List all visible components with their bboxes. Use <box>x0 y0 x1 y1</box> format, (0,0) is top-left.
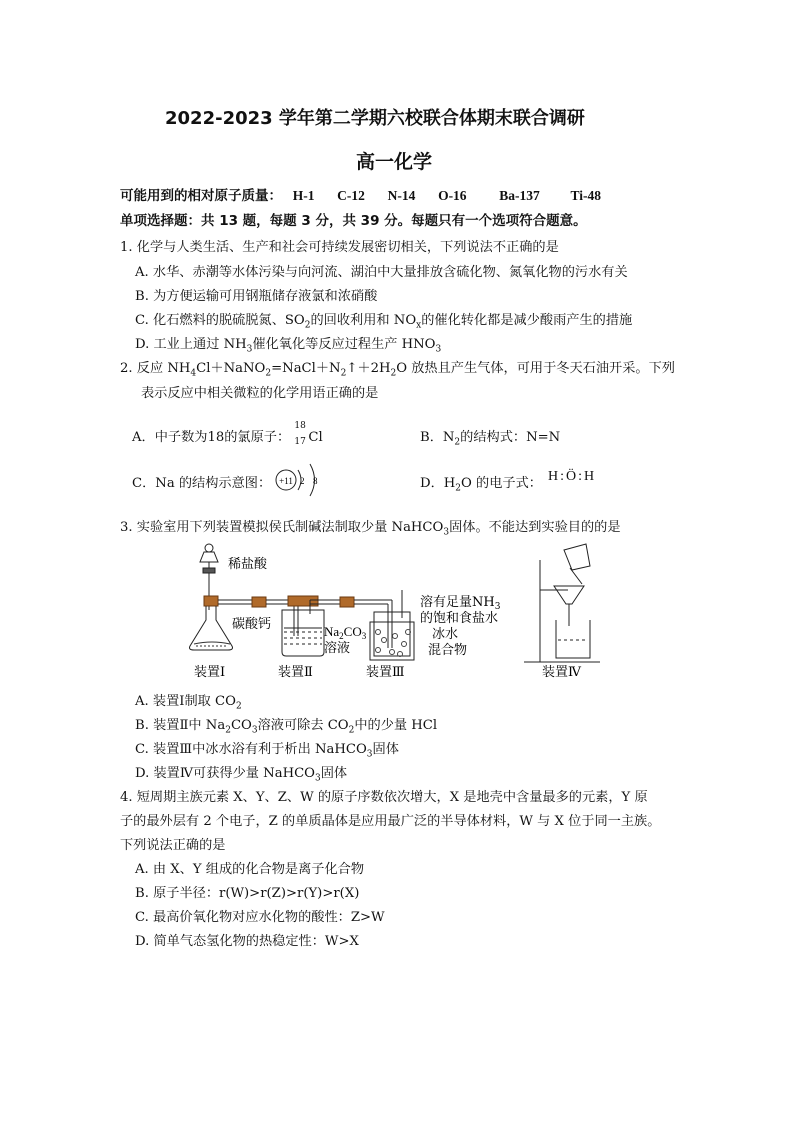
q4-option-b: B. 原子半径：r(W)>r(Z)>r(Y)>r(X) <box>135 886 360 901</box>
apparatus-diagram <box>180 540 620 690</box>
atomic-masses-label: 可能用到的相对原子质量： <box>120 188 282 204</box>
svg-text:2: 2 <box>300 476 305 486</box>
label-na2co3: $Na_2CO_3$ <box>324 624 367 641</box>
q1-option-d: D. 工业上通过 $NH_3$催化氧化等反应过程生产 $HNO_3$ <box>135 337 442 355</box>
section-heading: 单项选择题：共 13 题，每题 3 分，共 39 分。每题只有一个选项符合题意。 <box>120 213 587 229</box>
atomic-masses-line <box>120 184 601 204</box>
q4-option-d: D. 简单气态氢化物的热稳定性：W>X <box>135 934 359 949</box>
q1-option-c: C. 化石燃料的脱硫脱氮、$SO_2$的回收利用和 $NO_x$的催化转化都是减少酸雨产生的措施 <box>135 313 633 331</box>
na-atom-structure-diagram <box>270 458 330 502</box>
atomic-mass-ti: Ti-48 <box>570 188 601 203</box>
h2o-electron-formula: H:Ö:H <box>548 469 597 484</box>
q1-stem: 1. 化学与人类生活、生产和社会可持续发展密切相关，下列说法不正确的是 <box>120 240 559 255</box>
label-nh3-line2: 的饱和食盐水 <box>420 611 499 626</box>
isotope-atomic-number: 17 <box>294 436 306 447</box>
atomic-mass-h: H-1 <box>292 188 315 203</box>
q2-option-c: C．Na 的结构示意图： <box>132 476 272 491</box>
atomic-mass-o: O-16 <box>438 188 467 203</box>
label-apparatus-4: 装置Ⅳ <box>542 665 581 680</box>
q2-option-a: A．中子数为18的氯原子： 18 17 Cl <box>132 420 323 447</box>
atomic-mass-c: C-12 <box>337 188 365 203</box>
q3-option-a: A. 装置Ⅰ制取 $CO_2$ <box>135 694 242 712</box>
label-ice2: 混合物 <box>428 643 468 658</box>
q3-stem: 3. 实验室用下列装置模拟侯氏制碱法制取少量 NaHCO$_3$固体。不能达到实验目的的是 <box>120 520 621 538</box>
atomic-mass-n: N-14 <box>387 188 416 203</box>
q3-option-c: C. 装置Ⅲ中冰水浴有利于析出 NaHCO$_3$固体 <box>135 742 399 760</box>
q2-option-b: B．$N_2$的结构式：N=N <box>420 430 561 448</box>
q4-stem-line1: 4. 短周期主族元素 X、Y、Z、W 的原子序数依次增大，X 是地壳中含量最多的元素，Y 原 <box>120 790 648 805</box>
q1-option-a: A. 水华、赤潮等水体污染与向河流、湖泊中大量排放含硫化物、氮氧化物的污水有关 <box>135 265 628 280</box>
svg-text:8: 8 <box>313 476 318 486</box>
q3-option-b: B. 装置Ⅱ中 $Na_2CO_3$溶液可除去 $CO_2$中的少量 HCl <box>135 718 438 736</box>
svg-text:+11: +11 <box>279 476 293 486</box>
isotope-mass-number: 18 <box>294 420 306 431</box>
label-solution: 溶液 <box>324 641 351 656</box>
q4-option-c: C. 最高价氧化物对应水化物的酸性：Z>W <box>135 910 385 925</box>
q4-stem-line2: 子的最外层有 2 个电子，Z 的单质晶体是应用最广泛的半导体材料，W 与 X 位于同一主族。 <box>120 814 661 829</box>
apparatus-3 <box>354 590 414 660</box>
q4-stem-line3: 下列说法正确的是 <box>120 838 226 853</box>
label-apparatus-2: 装置Ⅱ <box>278 665 313 680</box>
q3-option-d: D. 装置Ⅳ可获得少量 NaHCO$_3$固体 <box>135 766 348 784</box>
atomic-mass-ba: Ba-137 <box>499 188 540 203</box>
q2-stem-line1: 2. 反应 $NH_4Cl+NaNO_2=NaCl+N_2↑+2H_2O$ 放热且产生气体，可用于冬天石油开采。下列 <box>120 361 675 379</box>
exam-title: 2022-2023 学年第二学期六校联合体期末联合调研 <box>165 108 585 129</box>
q2-option-d: D．$H_2O$ 的电子式： <box>420 476 542 494</box>
exam-subject: 高一化学 <box>356 151 433 173</box>
label-nh3-line1: 溶有足量$NH_3$ <box>420 595 501 612</box>
isotope-symbol: Cl <box>308 430 323 445</box>
q1-option-b: B. 为方便运输可用钢瓶储存液氯和浓硝酸 <box>135 289 378 304</box>
label-ice1: 冰水 <box>432 627 459 642</box>
tube-connector-2 <box>340 597 354 607</box>
apparatus-4 <box>524 544 600 662</box>
label-hcl: 稀盐酸 <box>228 557 268 572</box>
label-apparatus-3: 装置Ⅲ <box>366 665 405 680</box>
tube-connector-1 <box>252 597 266 607</box>
q2-stem-line2: 表示反应中相关微粒的化学用语正确的是 <box>141 386 379 401</box>
label-apparatus-1: 装置Ⅰ <box>194 665 226 680</box>
label-caco3: 碳酸钙 <box>232 617 272 632</box>
q4-option-a: A. 由 X、Y 组成的化合物是离子化合物 <box>135 862 365 877</box>
